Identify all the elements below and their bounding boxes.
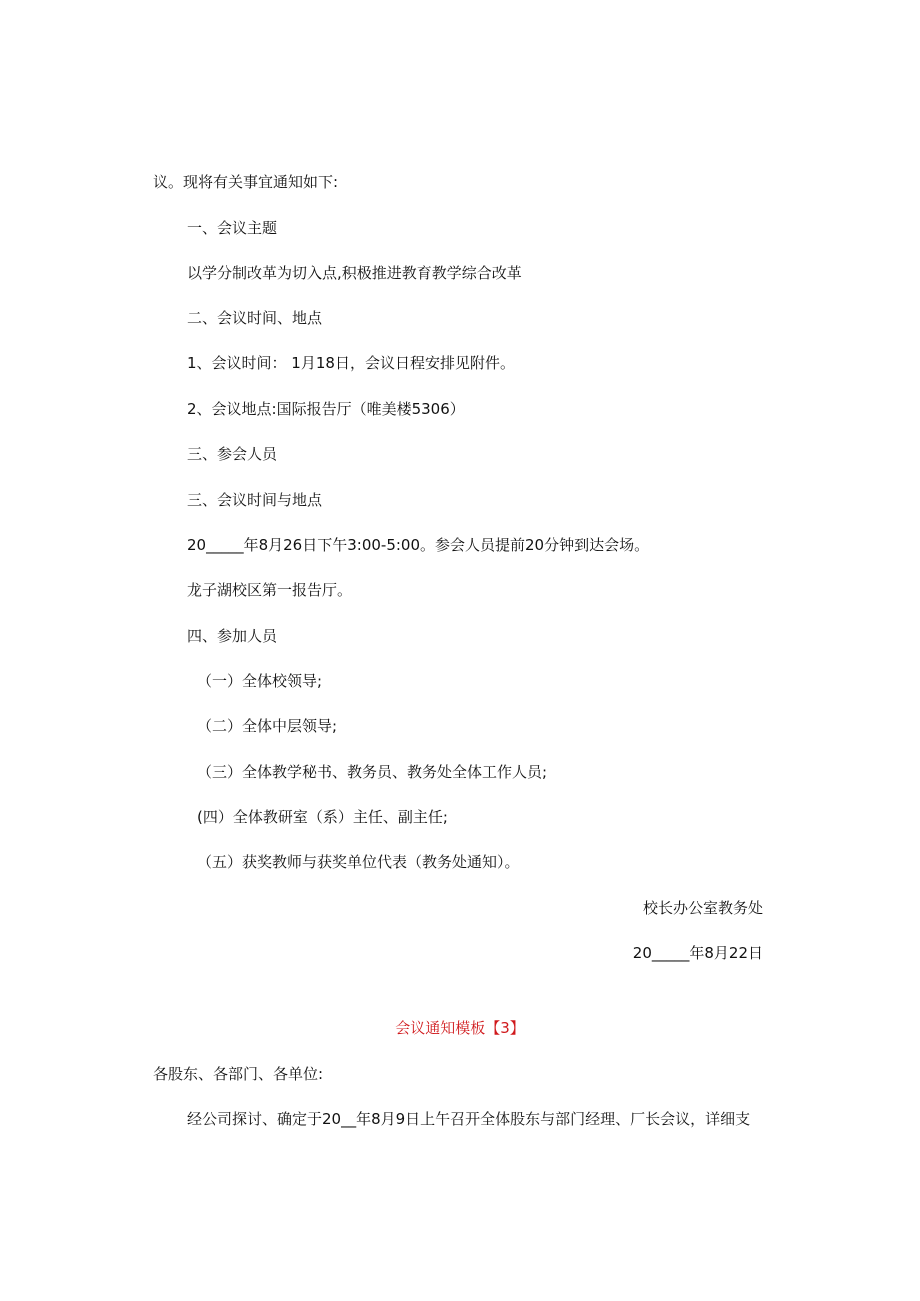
section-2-title: 二、会议时间、地点 [187, 309, 323, 327]
signature-date: 20_____年8月22日 [632, 944, 763, 962]
attendee-item: （二）全体中层领导; [197, 717, 338, 735]
paragraph-intro: 议。现将有关事宜通知如下: [153, 173, 339, 191]
section-4-title: 四、参加人员 [187, 627, 278, 645]
template-3-body: 经公司探讨、确定于20__年8月9日上午召开全体股东与部门经理、厂长会议，详细支 [187, 1110, 751, 1128]
section-1-title: 一、会议主题 [187, 219, 278, 237]
meeting-time-line: 1、会议时间： 1月18日，会议日程安排见附件。 [187, 354, 515, 372]
salutation: 各股东、各部门、各单位: [153, 1065, 324, 1083]
section-1-body: 以学分制改革为切入点,积极推进教育教学综合改革 [187, 264, 522, 282]
signature: 校长办公室教务处 [642, 899, 763, 917]
meeting-venue-line: 龙子湖校区第一报告厅。 [187, 581, 353, 599]
section-3-title: 三、参会人员 [187, 445, 278, 463]
meeting-datetime-line: 20_____年8月26日下午3:00-5:00。参会人员提前20分钟到达会场。 [187, 536, 650, 554]
attendee-item: （五）获奖教师与获奖单位代表（教务处通知）。 [197, 853, 520, 871]
meeting-place-line: 2、会议地点:国际报告厅（唯美楼5306） [187, 400, 465, 418]
attendee-item: （三）全体教学秘书、教务员、教务处全体工作人员; [197, 763, 548, 781]
attendee-item: （一）全体校领导; [197, 672, 323, 690]
section-3b-title: 三、会议时间与地点 [187, 491, 323, 509]
template-3-title: 会议通知模板【3】 [395, 1019, 525, 1037]
attendee-item: (四）全体教研室（系）主任、副主任; [197, 808, 448, 826]
